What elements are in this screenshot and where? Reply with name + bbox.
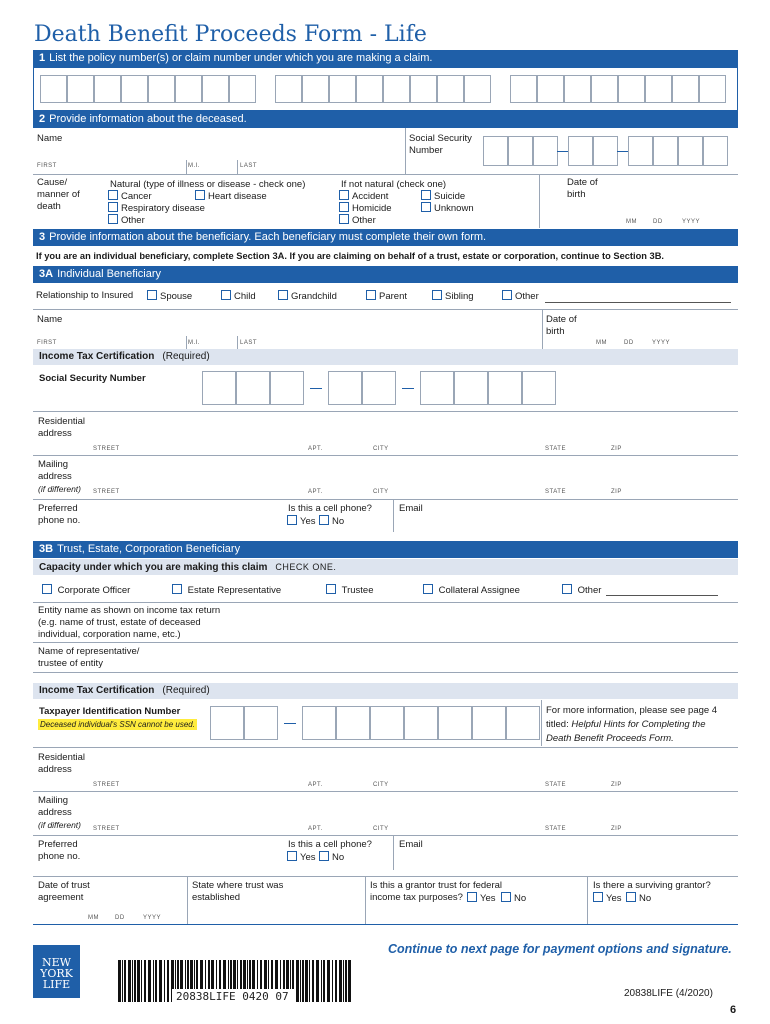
apt-label: APT. — [308, 446, 323, 452]
trust-date-label: Date of trust agreement — [38, 880, 90, 903]
digit-box[interactable] — [202, 75, 229, 103]
barcode-bar — [118, 960, 121, 1002]
barcode-bar — [134, 960, 136, 1002]
mi-label: M.I. — [188, 340, 200, 346]
digit-box[interactable] — [678, 136, 703, 166]
checkbox[interactable] — [108, 190, 118, 200]
income-tax-cert-3a: Income Tax Certification (Required) — [33, 349, 738, 365]
other-line[interactable] — [545, 302, 731, 303]
digit-box[interactable] — [593, 136, 618, 166]
grandchild-option[interactable]: Grandchild — [278, 290, 337, 303]
digit-box[interactable] — [533, 136, 558, 166]
digit-box[interactable] — [67, 75, 94, 103]
digit-box[interactable] — [672, 75, 699, 103]
first-label: FIRST — [37, 340, 57, 346]
checkbox[interactable] — [626, 892, 636, 902]
section-2-header: 2 Provide information about the deceased. — [33, 111, 738, 128]
trustee-option[interactable]: Trustee — [326, 584, 374, 597]
barcode-bar — [327, 960, 330, 1002]
checkbox[interactable] — [421, 190, 431, 200]
digit-box[interactable] — [362, 371, 396, 405]
barcode-bar — [141, 960, 142, 1002]
barcode-bar — [343, 960, 344, 1002]
city-label: CITY — [373, 489, 389, 495]
mm-label: MM — [596, 340, 607, 346]
city-label: CITY — [373, 826, 389, 832]
barcode-bar — [312, 960, 314, 1002]
cell-question-3b: Is this a cell phone? — [288, 839, 372, 850]
separator-dash — [284, 723, 296, 724]
digit-box[interactable] — [508, 136, 533, 166]
digit-box[interactable] — [270, 371, 304, 405]
checkbox[interactable] — [108, 214, 118, 224]
zip-label: ZIP — [611, 826, 622, 832]
digit-box[interactable] — [210, 706, 244, 740]
digit-box[interactable] — [591, 75, 618, 103]
digit-box[interactable] — [464, 75, 491, 103]
barcode-bar — [335, 960, 337, 1002]
digit-box[interactable] — [275, 75, 302, 103]
barcode-bar — [302, 960, 304, 1002]
digit-box[interactable] — [537, 75, 564, 103]
checkbox[interactable] — [172, 584, 182, 594]
apt-label: APT. — [308, 489, 323, 495]
barcode-bar — [316, 960, 319, 1002]
natural-other-option[interactable]: Other — [108, 214, 145, 227]
child-option[interactable]: Child — [221, 290, 256, 303]
barcode-bar — [309, 960, 310, 1002]
other-option[interactable]: Other — [502, 290, 539, 303]
barcode-bar — [164, 960, 165, 1002]
barcode-bar — [339, 960, 342, 1002]
barcode-bar — [132, 960, 133, 1002]
relationship-label: Relationship to Insured — [36, 290, 134, 301]
digit-box[interactable] — [40, 75, 67, 103]
checkbox[interactable] — [593, 892, 603, 902]
respiratory-option[interactable]: Respiratory disease — [108, 202, 205, 215]
last-label: LAST — [240, 340, 258, 346]
more-info-line-3: Death Benefit Proceeds Form. — [546, 733, 674, 744]
yyyy-label: YYYY — [652, 340, 671, 346]
apt-label: APT. — [308, 826, 323, 832]
natural-label: Natural (type of illness or disease - check one) — [110, 179, 306, 190]
not-natural-label: If not natural (check one) — [341, 179, 447, 190]
digit-box[interactable] — [336, 706, 370, 740]
checkbox[interactable] — [339, 190, 349, 200]
deceased-ssn-label: Social Security Number — [409, 133, 472, 156]
mm-label: MM — [626, 219, 637, 225]
beneficiary-name-label: Name — [37, 314, 63, 325]
phone-label-3a: Preferred phone no. — [38, 503, 81, 526]
city-label: CITY — [373, 446, 389, 452]
street-label: STREET — [93, 782, 120, 788]
digit-box[interactable] — [302, 75, 329, 103]
digit-box[interactable] — [488, 371, 522, 405]
mm-label: MM — [88, 915, 99, 921]
digit-box[interactable] — [568, 136, 593, 166]
barcode-bar — [153, 960, 154, 1002]
mailing-address-label: Mailing address — [38, 459, 72, 482]
digit-box[interactable] — [454, 371, 488, 405]
heart-option[interactable]: Heart disease — [195, 190, 267, 203]
digit-box[interactable] — [510, 75, 537, 103]
barcode-bar — [323, 960, 325, 1002]
barcode-bar — [122, 960, 123, 1002]
continue-note: Continue to next page for payment options and signature. — [388, 942, 732, 956]
digit-box[interactable] — [645, 75, 672, 103]
checkbox[interactable] — [42, 584, 52, 594]
dd-label: DD — [115, 915, 125, 921]
barcode-bar — [128, 960, 131, 1002]
section-3b-header: 3B Trust, Estate, Corporation Beneficiary — [33, 541, 738, 558]
cell-no-3b[interactable]: No — [319, 851, 344, 864]
dd-label: DD — [624, 340, 634, 346]
checkbox[interactable] — [421, 202, 431, 212]
checkbox[interactable] — [147, 290, 157, 300]
state-label: STATE — [545, 782, 566, 788]
checkbox[interactable] — [423, 584, 433, 594]
digit-box[interactable] — [506, 706, 540, 740]
if-different-label-3b: (if different) — [38, 820, 81, 830]
state-trust-label: State where trust was established — [192, 880, 284, 903]
section-1-header: 1 List the policy number(s) or claim number under which you are making a claim. — [33, 50, 738, 67]
barcode-bar — [348, 960, 351, 1002]
representative-label: Name of representative/ trustee of entity — [38, 646, 140, 669]
barcode-bar — [321, 960, 322, 1002]
3b-other-line[interactable] — [606, 595, 718, 596]
checkbox[interactable] — [339, 214, 349, 224]
zip-label: ZIP — [611, 782, 622, 788]
checkbox[interactable] — [326, 584, 336, 594]
digit-box[interactable] — [244, 706, 278, 740]
form-number: 20838LIFE (4/2020) — [624, 988, 713, 999]
barcode — [118, 960, 352, 1002]
digit-box[interactable] — [699, 75, 726, 103]
email-label-3b: Email — [399, 839, 423, 850]
checkbox[interactable] — [502, 290, 512, 300]
surviving-no[interactable]: No — [626, 892, 651, 905]
sibling-option[interactable]: Sibling — [432, 290, 474, 303]
more-info-line-2: titled: Helpful Hints for Completing the — [546, 719, 706, 730]
digit-box[interactable] — [229, 75, 256, 103]
spouse-option[interactable]: Spouse — [147, 290, 192, 303]
first-label: FIRST — [37, 163, 57, 169]
cause-label: Cause/ manner of death — [37, 177, 80, 212]
city-label: CITY — [373, 782, 389, 788]
email-label-3a: Email — [399, 503, 423, 514]
digit-box[interactable] — [703, 136, 728, 166]
zip-label: ZIP — [611, 446, 622, 452]
digit-box[interactable] — [356, 75, 383, 103]
barcode-bar — [148, 960, 151, 1002]
checkbox[interactable] — [319, 515, 329, 525]
dd-label: DD — [653, 219, 663, 225]
checkbox[interactable] — [287, 851, 297, 861]
digit-box[interactable] — [437, 75, 464, 103]
digit-box[interactable] — [370, 706, 404, 740]
digit-box[interactable] — [121, 75, 148, 103]
state-label: STATE — [545, 489, 566, 495]
barcode-bar — [159, 960, 162, 1002]
state-label: STATE — [545, 826, 566, 832]
checkbox[interactable] — [319, 851, 329, 861]
digit-box[interactable] — [202, 371, 236, 405]
digit-box[interactable] — [175, 75, 202, 103]
checkbox[interactable] — [467, 892, 477, 902]
page-number: 6 — [730, 1004, 737, 1016]
digit-box[interactable] — [328, 371, 362, 405]
digit-box[interactable] — [148, 75, 175, 103]
digit-box[interactable] — [329, 75, 356, 103]
checkbox[interactable] — [278, 290, 288, 300]
estate-rep-option[interactable]: Estate Representative — [172, 584, 281, 597]
checkbox[interactable] — [366, 290, 376, 300]
entity-name-label: Entity name as shown on income tax return (e.g. name of trust, estate of deceased individual, corporation name, etc.) — [38, 605, 221, 640]
barcode-bar — [155, 960, 157, 1002]
suicide-option[interactable]: Suicide — [421, 190, 465, 203]
barcode-bar — [296, 960, 299, 1002]
digit-box[interactable] — [404, 706, 438, 740]
digit-box[interactable] — [420, 371, 454, 405]
street-label: STREET — [93, 446, 120, 452]
digit-box[interactable] — [472, 706, 506, 740]
cancer-option[interactable]: Cancer — [108, 190, 152, 203]
surviving-yes[interactable]: Yes — [593, 892, 622, 905]
digit-box[interactable] — [302, 706, 336, 740]
mi-label: M.I. — [188, 163, 200, 169]
yyyy-label: YYYY — [143, 915, 162, 921]
zip-label: ZIP — [611, 489, 622, 495]
barcode-bar — [124, 960, 126, 1002]
unknown-option[interactable]: Unknown — [421, 202, 474, 215]
collateral-assignee-option[interactable]: Collateral Assignee — [423, 584, 520, 597]
cell-yes-3a[interactable]: Yes — [287, 515, 316, 528]
checkbox[interactable] — [195, 190, 205, 200]
section-3-header: 3 Provide information about the beneficiary. Each beneficiary must complete their own form. — [33, 229, 738, 246]
checkbox[interactable] — [562, 584, 572, 594]
deceased-dob-label: Date of birth — [567, 177, 598, 200]
accident-option[interactable]: Accident — [339, 190, 388, 203]
cell-question-3a: Is this a cell phone? — [288, 503, 372, 514]
more-info-line-1: For more information, please see page 4 — [546, 705, 718, 716]
apt-label: APT. — [308, 782, 323, 788]
checkbox[interactable] — [339, 202, 349, 212]
barcode-bar — [300, 960, 301, 1002]
state-label: STATE — [545, 446, 566, 452]
barcode-bar — [345, 960, 347, 1002]
ssn-label-3a: Social Security Number — [39, 373, 146, 384]
barcode-text: 20838LIFE 0420 07 — [176, 990, 289, 1002]
checkbox[interactable] — [501, 892, 511, 902]
separator-dash — [310, 388, 322, 389]
grantor-yes[interactable]: Yes — [467, 892, 496, 905]
digit-box[interactable] — [94, 75, 121, 103]
checkbox[interactable] — [432, 290, 442, 300]
parent-option[interactable]: Parent — [366, 290, 407, 303]
grantor-trust-question: Is this a grantor trust for federal income tax purposes? — [370, 880, 503, 903]
cell-yes-3b[interactable]: Yes — [287, 851, 316, 864]
surviving-grantor-question: Is there a surviving grantor? — [593, 880, 711, 891]
digit-box[interactable] — [483, 136, 508, 166]
digit-box[interactable] — [564, 75, 591, 103]
digit-box[interactable] — [628, 136, 653, 166]
yyyy-label: YYYY — [682, 219, 701, 225]
deceased-name-label: Name — [37, 133, 63, 144]
street-label: STREET — [93, 826, 120, 832]
residential-address-label: Residential address — [38, 416, 85, 439]
ssn-warning-note: Deceased individual's SSN cannot be used. — [40, 720, 195, 729]
income-tax-cert-3b: Income Tax Certification (Required) — [33, 683, 738, 699]
section-3-instruction: If you are an individual beneficiary, complete Section 3A. If you are claiming on behalf of a trust, estate or corporation, continue to Section 3B. — [36, 251, 665, 261]
phone-label-3b: Preferred phone no. — [38, 839, 81, 862]
digit-box[interactable] — [653, 136, 678, 166]
digit-box[interactable] — [410, 75, 437, 103]
digit-box[interactable] — [522, 371, 556, 405]
barcode-bar — [137, 960, 140, 1002]
last-label: LAST — [240, 163, 258, 169]
checkbox[interactable] — [108, 202, 118, 212]
new-york-life-logo: NEW YORK LIFE — [33, 945, 80, 998]
barcode-bar — [167, 960, 169, 1002]
not-natural-other-option[interactable]: Other — [339, 214, 376, 227]
corporate-officer-option[interactable]: Corporate Officer — [42, 584, 130, 597]
checkbox[interactable] — [287, 515, 297, 525]
digit-box[interactable] — [383, 75, 410, 103]
residential-address-label-3b: Residential address — [38, 752, 85, 775]
barcode-bar — [305, 960, 308, 1002]
3b-other-option[interactable]: Other — [562, 584, 601, 597]
barcode-bar — [332, 960, 333, 1002]
grantor-no[interactable]: No — [501, 892, 526, 905]
barcode-bar — [144, 960, 146, 1002]
street-label: STREET — [93, 489, 120, 495]
if-different-label: (if different) — [38, 484, 81, 494]
checkbox[interactable] — [221, 290, 231, 300]
tin-label: Taxpayer Identification Number — [39, 706, 181, 717]
cell-no-3a[interactable]: No — [319, 515, 344, 528]
mailing-address-label-3b: Mailing address — [38, 795, 72, 818]
beneficiary-dob-label: Date of birth — [546, 314, 577, 337]
digit-box[interactable] — [438, 706, 472, 740]
separator-dash — [402, 388, 414, 389]
digit-box[interactable] — [236, 371, 270, 405]
capacity-header: Capacity under which you are making this claim CHECK ONE. — [33, 559, 738, 575]
digit-box[interactable] — [618, 75, 645, 103]
section-3a-header: 3A Individual Beneficiary — [33, 266, 738, 283]
page-title: Death Benefit Proceeds Form - Life — [34, 22, 427, 47]
homicide-option[interactable]: Homicide — [339, 202, 392, 215]
